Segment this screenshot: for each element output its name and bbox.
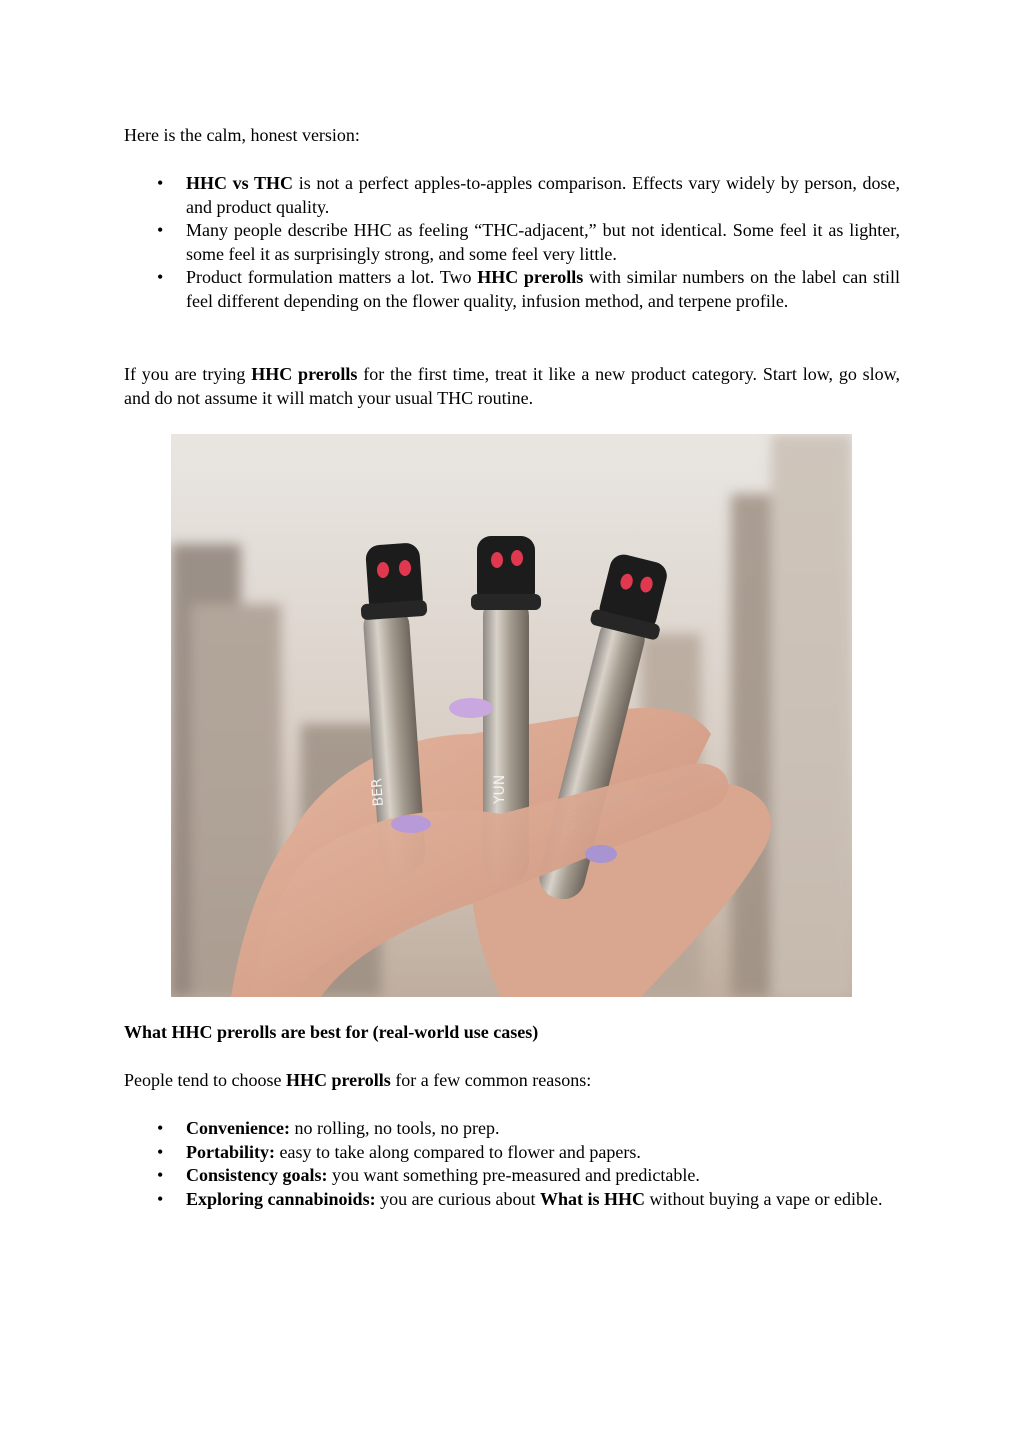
tube-label-1: BER: [369, 777, 387, 807]
section-heading: What HHC prerolls are best for (real-world use cases): [124, 1022, 539, 1042]
bold-term: Consistency goals:: [186, 1165, 328, 1185]
reasons-intro: People tend to choose HHC prerolls for a few common reasons:: [124, 1070, 592, 1090]
list-item: • Consistency goals: you want something pre-measured and predictable.: [124, 1164, 900, 1188]
list-item: • Product formulation matters a lot. Two HHC prerolls with similar numbers on the label can still feel different depending on the flower quality, infusion method, and terpene profile.: [157, 267, 900, 311]
list-item: • HHC vs THC is not a perfect apples-to-apples comparison. Effects vary widely by person, dose, and product quality.: [157, 173, 901, 217]
tube-label-2: YUN: [492, 774, 508, 804]
bold-term: HHC prerolls: [477, 267, 584, 287]
bold-term: Portability:: [186, 1141, 275, 1162]
advice-paragraph: If you are trying HHC prerolls for the first time, treat it like a new product category. Start low, go slow, and do not assume it will match your usual THC routine.: [124, 364, 900, 408]
bullet: •: [157, 173, 164, 193]
list-item: • Portability: easy to take along compared to flower and papers.: [124, 1141, 900, 1165]
bullet: •: [157, 1141, 164, 1162]
bullet: •: [157, 267, 164, 287]
bold-term: HHC prerolls: [251, 364, 358, 384]
reasons-list: [124, 1117, 900, 1211]
list-item: • Convenience: no rolling, no tools, no prep.: [124, 1117, 900, 1141]
bold-term: HHC prerolls: [285, 1070, 391, 1090]
bullet: •: [157, 220, 164, 240]
list-item: • Many people describe HHC as feeling “THC-adjacent,” but not identical. Some feel it as lighter, some feel it as surprisingly strong, and some feel very little.: [157, 220, 900, 264]
bold-term: Exploring cannabinoids:: [186, 1188, 376, 1209]
preroll-tubes-photo: [171, 434, 852, 997]
bold-term: Convenience:: [186, 1118, 290, 1138]
bold-term: HHC vs THC: [186, 173, 294, 193]
bold-term: What is HHC: [540, 1188, 646, 1209]
intro-text: Here is the calm, honest version:: [124, 125, 360, 145]
bullet: •: [157, 1165, 164, 1185]
list-item: • Exploring cannabinoids: you are curious about What is HHC without buying a vape or edible.: [124, 1188, 900, 1212]
bullet: •: [157, 1118, 164, 1138]
bullet: •: [157, 1188, 164, 1209]
effects-list: [124, 172, 900, 313]
